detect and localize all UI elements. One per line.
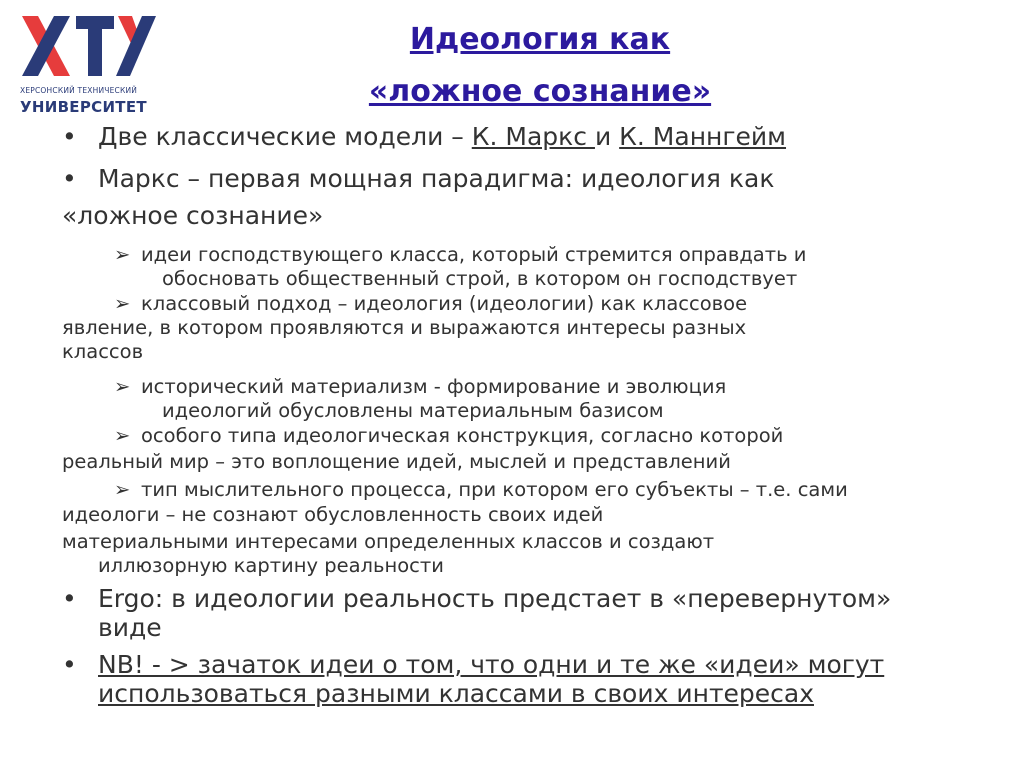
- conclusion-text-line-1: Ergo: в идеологии реальность предстает в «перевернутом»: [98, 584, 892, 613]
- subpoint-text-line-3: классов: [62, 340, 144, 363]
- subpoint-text-line-1: исторический материализм - формирование и эволюция: [141, 375, 727, 398]
- university-logo: [18, 14, 158, 114]
- bullet-text-mid: и: [594, 122, 620, 151]
- conclusion-text-line-2: виде: [98, 613, 162, 642]
- subpoint-text-line-2: явление, в котором проявляются и выражаются интересы разных: [62, 316, 747, 339]
- arrow-icon: ➢: [114, 424, 131, 447]
- marx-link[interactable]: К. Маркс: [471, 122, 595, 151]
- subpoint-text-line-1: идеи господствующего класса, который стремится оправдать и: [141, 243, 807, 266]
- bullet-text: [98, 122, 786, 151]
- subpoint-text-line-3: материальными интересами определенных классов и создают: [62, 530, 715, 553]
- conclusion-text-line-2: использоваться разными классами в своих интересах: [98, 679, 814, 708]
- subpoint-text-line-1: тип мыслительного процесса, при котором его субъекты – т.е. сами: [141, 478, 848, 501]
- bullet-mark: •: [62, 164, 77, 193]
- arrow-icon: ➢: [114, 478, 131, 501]
- arrow-icon: ➢: [114, 292, 131, 315]
- subpoint-text-line-4: иллюзорную картину реальности: [98, 554, 444, 577]
- subpoint-text-line-1: особого типа идеологическая конструкция, согласно которой: [141, 424, 784, 447]
- bullet-mark: •: [62, 122, 77, 151]
- subpoint-text-line-2: идеологий обусловлены материальным базисом: [162, 399, 664, 422]
- subpoint-text-line-1: классовый подход – идеология (идеологии) как классовое: [141, 292, 748, 315]
- subpoint-text-line-2: идеологи – не сознают обусловленность своих идей: [62, 503, 604, 526]
- logo-mark-icon: [18, 14, 158, 82]
- mannheim-link[interactable]: К. Маннгейм: [619, 122, 787, 151]
- bullet-text-prefix: Две классические модели –: [98, 122, 472, 151]
- conclusion-text-line-1: NB! - > зачаток идеи о том, что одни и те же «идеи» могут: [98, 650, 885, 679]
- bullet-text-line-1: Маркс – первая мощная парадигма: идеология как: [98, 164, 775, 193]
- arrow-icon: ➢: [114, 375, 131, 398]
- page-title-line-2: «ложное сознание»: [368, 74, 712, 109]
- subpoint-text-line-2: реальный мир – это воплощение идей, мыслей и представлений: [62, 450, 731, 473]
- page-title-line-1: Идеология как: [409, 22, 671, 57]
- logo-subtitle: ХЕРСОНСКИЙ ТЕХНИЧЕСКИЙ: [20, 86, 138, 95]
- subpoint-text-line-2: обосновать общественный строй, в котором он господствует: [162, 267, 798, 290]
- bullet-mark: •: [62, 584, 77, 613]
- logo-name: УНИВЕРСИТЕТ: [20, 98, 147, 116]
- bullet-mark: •: [62, 650, 77, 679]
- bullet-text-line-2: «ложное сознание»: [62, 201, 324, 230]
- arrow-icon: ➢: [114, 243, 131, 266]
